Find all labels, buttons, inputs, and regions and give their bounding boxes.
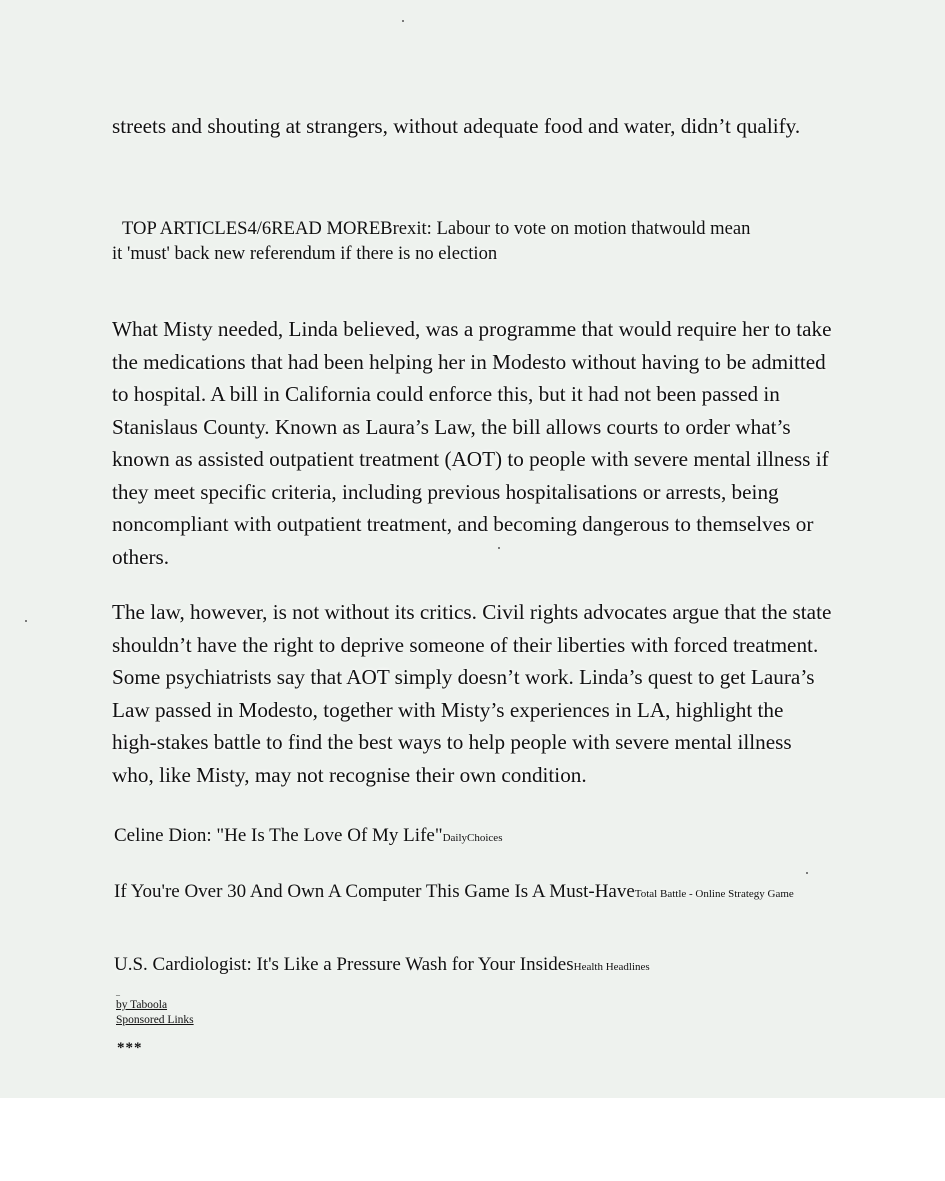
sponsored-headline[interactable]: Celine Dion: "He Is The Love Of My Life" [114,825,443,846]
misty-paragraph: What Misty needed, Linda believed, was a programme that would require her to take the medications that had been helping her in Modesto without having to be admitted to hospital. A bill in California could enforce this, but it had not been passed in Stanislaus County. Known as Laura’s Law, the bill allows courts to order what’s known as assisted outpatient treatment (AOT) to people with severe mental illness if they meet specific criteria, including previous hospitalisations or arrests, being noncompliant with outpatient treatment, and becoming dangerous to themselves or others. [112,317,832,569]
sponsored-links-link[interactable]: Sponsored Links [116,1014,194,1026]
sponsored-link[interactable] [114,954,839,978]
taboola-attribution [116,992,194,1028]
end-mark: *** [117,1040,143,1056]
scan-speck [806,872,808,874]
sponsored-source: Health Headlines [573,961,650,973]
scan-speck [402,20,404,22]
scan-speck [498,547,500,549]
taboola-dash: – [116,990,120,999]
top-articles-teaser[interactable] [112,216,837,266]
critics-paragraph: The law, however, is not without its critics. Civil rights advocates argue that the state shouldn’t have the right to deprive someone of their liberties with forced treatment. Some psychiatrists say that AOT simply doesn’t work. Linda’s quest to get Laura’s Law passed in Modesto, together with Misty’s experiences in LA, highlight the high-stakes battle to find the best ways to help people with severe mental illness who, like Misty, may not recognise their own condition. [112,600,832,787]
taboola-by-link[interactable]: by Taboola [116,999,168,1011]
scan-speck [25,620,27,622]
intro-paragraph: streets and shouting at strangers, without adequate food and water, didn’t qualify. [112,114,801,138]
sponsored-source: DailyChoices [442,832,503,844]
sponsored-source: Total Battle - Online Strategy Game [634,888,794,900]
top-articles-label[interactable]: TOP ARTICLES4/6READ MOREBrexit: Labour to vote on motion thatwould mean [122,218,751,239]
sponsored-link[interactable] [114,825,839,849]
sponsored-headline[interactable]: U.S. Cardiologist: It's Like a Pressure Wash for Your Insides [114,954,574,975]
top-articles-continuation[interactable]: it 'must' back new referendum if there is no election [112,243,498,264]
sponsored-link[interactable] [114,881,839,905]
sponsored-headline[interactable]: If You're Over 30 And Own A Computer This Game Is A Must-Have [114,881,635,902]
